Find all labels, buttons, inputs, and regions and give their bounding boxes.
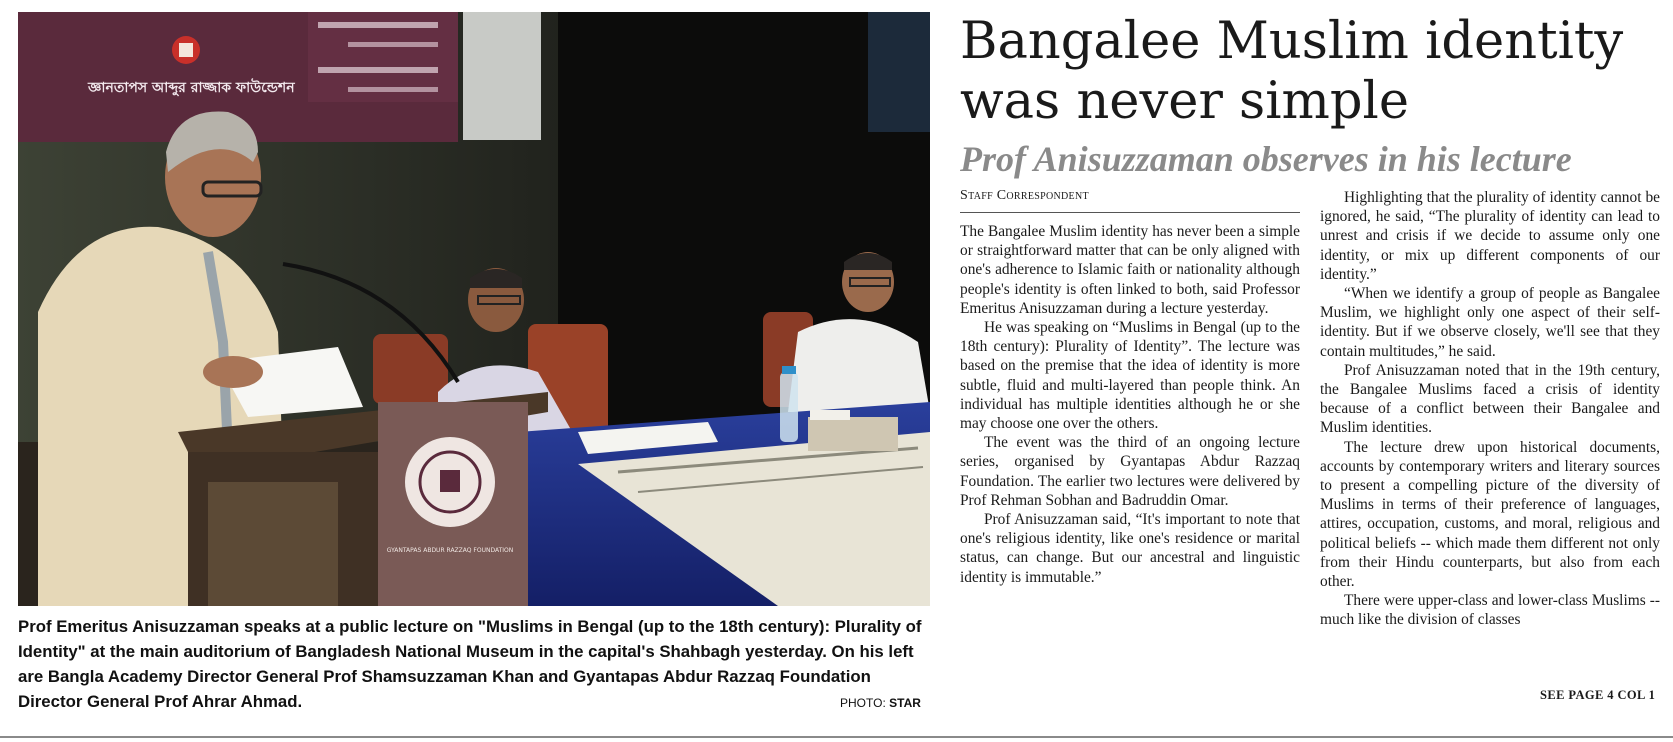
photo-credit-source: STAR	[889, 696, 921, 710]
paragraph: Prof Anisuzzaman noted that in the 19th century, the Bangalee Muslims faced a crisis of identity because of a conflict between their Bangalee and Muslim identities.	[1320, 361, 1660, 437]
news-photo	[18, 12, 930, 606]
page-bottom-rule	[0, 736, 1673, 738]
paragraph: The event was the third of an ongoing lecture series, organised by Gyantapas Abdur Razzaq Foundation. The earlier two lectures were delivered by Prof Rehman Sobhan and Badruddin Omar.	[960, 434, 1300, 509]
photo-caption-text: Prof Emeritus Anisuzzaman speaks at a public lecture on "Muslims in Bengal (up to the 18th century): Plurality of Identity" at the main auditorium of Bangladesh National Museum in the capital's Shahbagh yesterday. On his left are Bangla Academy Director General Prof Shamsuzzaman Khan and Gyantapas Abdur Razzaq Foundation Director General Prof Ahrar Ahmad.	[18, 617, 922, 711]
paragraph: There were upper-class and lower-class Muslims -- much like the division of classes	[1320, 592, 1660, 629]
paragraph: Prof Anisuzzaman said, “It's important to note that one's religious identity, like one's residence or marital status, can change. But our ancestral and linguistic identity is immutable.”	[960, 511, 1300, 586]
photo-credit-label: PHOTO:	[840, 696, 886, 710]
article-subhead: Prof Anisuzzaman observes in his lecture	[960, 139, 1572, 179]
article-headline	[960, 12, 1670, 132]
article-byline: Staff Correspondent	[960, 188, 1300, 213]
article-column-1	[960, 222, 1300, 587]
article-column-2	[1320, 188, 1660, 630]
paragraph: He was speaking on “Muslims in Bengal (up to the 18th century): Plurality of Identity”. The lecture was based on the premise that the idea of identity is more subtle, fluid and multi-layered than people think. An individual has multiple identities although he or she may choose one over the others.	[960, 319, 1300, 433]
paragraph: Highlighting that the plurality of identity cannot be ignored, he said, “The plurality of identity can lead to unrest and crisis if we decide to assume only one identity, or mix up different components of our identity.”	[1320, 189, 1660, 283]
banner-text: জ্ঞানতাপস আব্দুর রাজ্জাক ফাউন্ডেশন	[88, 80, 295, 96]
paragraph: The Bangalee Muslim identity has never been a simple or straightforward matter that can be only aligned with one's adherence to Islamic faith or nationality although people's identity is often linked to both, said Professor Emeritus Anisuzzaman during a lecture yesterday.	[960, 223, 1300, 317]
paragraph: The lecture drew upon historical documents, accounts by contemporary writers and literary sources to present a compelling picture of the diversity of Muslims in terms of their preference of languages, attires, occupation, customs, and moral, religious and political beliefs -- which made them different not only from their Hindu counterparts, but also from each other.	[1320, 438, 1660, 591]
lectern-sign-text: GYANTAPAS ABDUR RAZZAQ FOUNDATION	[386, 547, 514, 554]
photo-credit	[840, 696, 921, 710]
headline-line-1: Bangalee Muslim identity	[960, 12, 1624, 71]
continuation-jump[interactable]: SEE PAGE 4 COL 1	[1540, 688, 1656, 702]
paragraph: “When we identify a group of people as Bangalee Muslim, we highlight only one aspect of their self-identity. But if we observe closely, we'll see that they contain multitudes,” he said.	[1320, 285, 1660, 360]
headline-line-2: was never simple	[960, 72, 1410, 131]
lecture-photo-illustration	[18, 12, 930, 606]
photo-caption	[18, 614, 930, 714]
